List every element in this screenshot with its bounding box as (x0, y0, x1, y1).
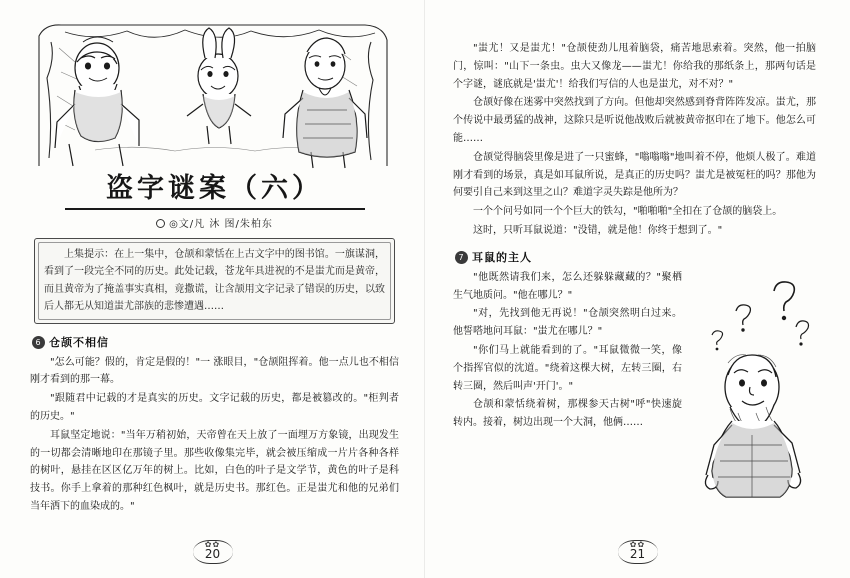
paragraph: 一个个问号如同一个个巨大的铁勾，"啪啪啪"全扣在了仓颉的脑袋上。 (473, 206, 783, 218)
page-number-text: 20 (204, 547, 221, 561)
paragraph: "对，先找到他无再说！"仓颉突然明白过来。他誓嗒地问耳鼠："蚩尤在哪儿？" (453, 308, 682, 338)
summary-box (34, 238, 395, 324)
three-characters-cartoon-illustration (35, 18, 395, 170)
right-body-column-top (453, 40, 816, 240)
right-page-number (425, 540, 850, 564)
paragraph: 这时，只听耳鼠说道："没错，就是他！你终于想到了。" (473, 224, 723, 236)
page-number-text: 21 (629, 547, 646, 561)
byline-text: ◎文/凡 沐 图/朱柏东 (169, 218, 273, 230)
page-number-badge (193, 540, 233, 564)
paragraph: "怎么可能？假的，肯定是假的！"一 涨眼目，"仓颉阻挥着。他一点儿也不相信刚才看到的那一幕。 (30, 356, 399, 386)
paragraph: 仓颉好像在迷雾中突然找到了方向。但他却突然感到脊背阵阵发凉。蚩尤，那个传说中最勇猛的战神，这除只是听说他战败后就被黄帝抠印在了地下。他怎么可能…… (453, 97, 816, 144)
paragraph: 仓颉和蒙恬绕着树，那棵参天古树"呼"快速旋转内。接着，树边出现一个大洞，他俩…… (453, 399, 682, 429)
page-number-badge (618, 540, 658, 564)
title-underline (65, 208, 365, 210)
left-page-number (0, 540, 425, 564)
chapter-title-block (30, 174, 399, 230)
right-page (425, 0, 850, 578)
page-title: 盗字谜案（六） (106, 173, 323, 204)
confused-man-with-question-marks-illustration (690, 275, 816, 503)
section-heading-6 (32, 334, 399, 350)
section-heading-7 (455, 249, 816, 265)
section-heading-text: 仓颉不相信 (49, 335, 109, 349)
section-number-badge: 7 (455, 251, 468, 264)
paragraph: "跟随君中记载的才是真实的历史。文字记载的历史，都是被篡改的。"柜判者的历史。" (30, 393, 399, 423)
paragraph: "他既然请我们来，怎么还躲躲藏藏的？"聚栖生气地质问。"他在哪儿？" (453, 271, 682, 301)
section-heading-text: 耳鼠的主人 (472, 250, 532, 264)
page-number-ornament-icon: ✿✿ (204, 540, 221, 549)
summary-text: 上集提示：在上一集中，仓颉和蒙恬在上古文字中的图书馆。一旗谋洞，看到了一段完全不同的历史。此处记载，苍龙年具进祝的不是蚩尤而是黄帝，而且黄帝为了掩盖事实真相，竟撒谎，让含颉用文字记录了错误的历史，以致后人都无从知道蚩尤部族的悲惨遭遇…… (44, 248, 385, 313)
byline (30, 215, 399, 230)
paragraph: 耳鼠坚定地说："当年万稍初始，天帝曾在天上放了一面埋万方象镜，出现发生的一切都会清晰地印在那镜子里。那些收像集完毕，就会被压缩成一片片各种各样的树叶，悬挂在区区亿万年的树上。比如，白色的叶子是文学节，黄色的叶子是科技书。你手上拿着的那种红色枫叶，就是历史书。那红色。正是蚩尤和他的兄弟们当年洒下的血染成的。" (30, 429, 399, 513)
paragraph: "你们马上就能看到的了。"耳鼠微微一笑，像个指挥官似的沈道。"绕着这棵大树，左转三圈，右转三圈，然后叫声'开门'。" (453, 344, 682, 392)
left-body-column (30, 354, 399, 516)
page-number-ornament-icon: ✿✿ (629, 540, 646, 549)
section-number-badge: 6 (32, 336, 45, 349)
byline-dot-icon (156, 219, 165, 228)
paragraph: "蚩尤！又是蚩尤！"仓颉使劲儿甩着脑袋，痛苦地思索着。突然，他一拍脑门，惊叫："山下一条虫。虫大又像龙——蚩尤！你给我的那纸条上，那两句话是个字谜，谜底就是'蚩尤'！给我们写信的人也是蚩尤，对不对？" (453, 43, 816, 90)
paragraph: 仓颉觉得脑袋里像是进了一只蜜蜂，"嗡嗡嗡"地叫着不停，他烦人极了。难道刚才看到的场景，真是如耳鼠所说，是真正的历史吗？蚩尤是被冤枉的吗？那他为何要引自己来到这里之山？难道字灵失踪是他所为？ (453, 151, 816, 199)
